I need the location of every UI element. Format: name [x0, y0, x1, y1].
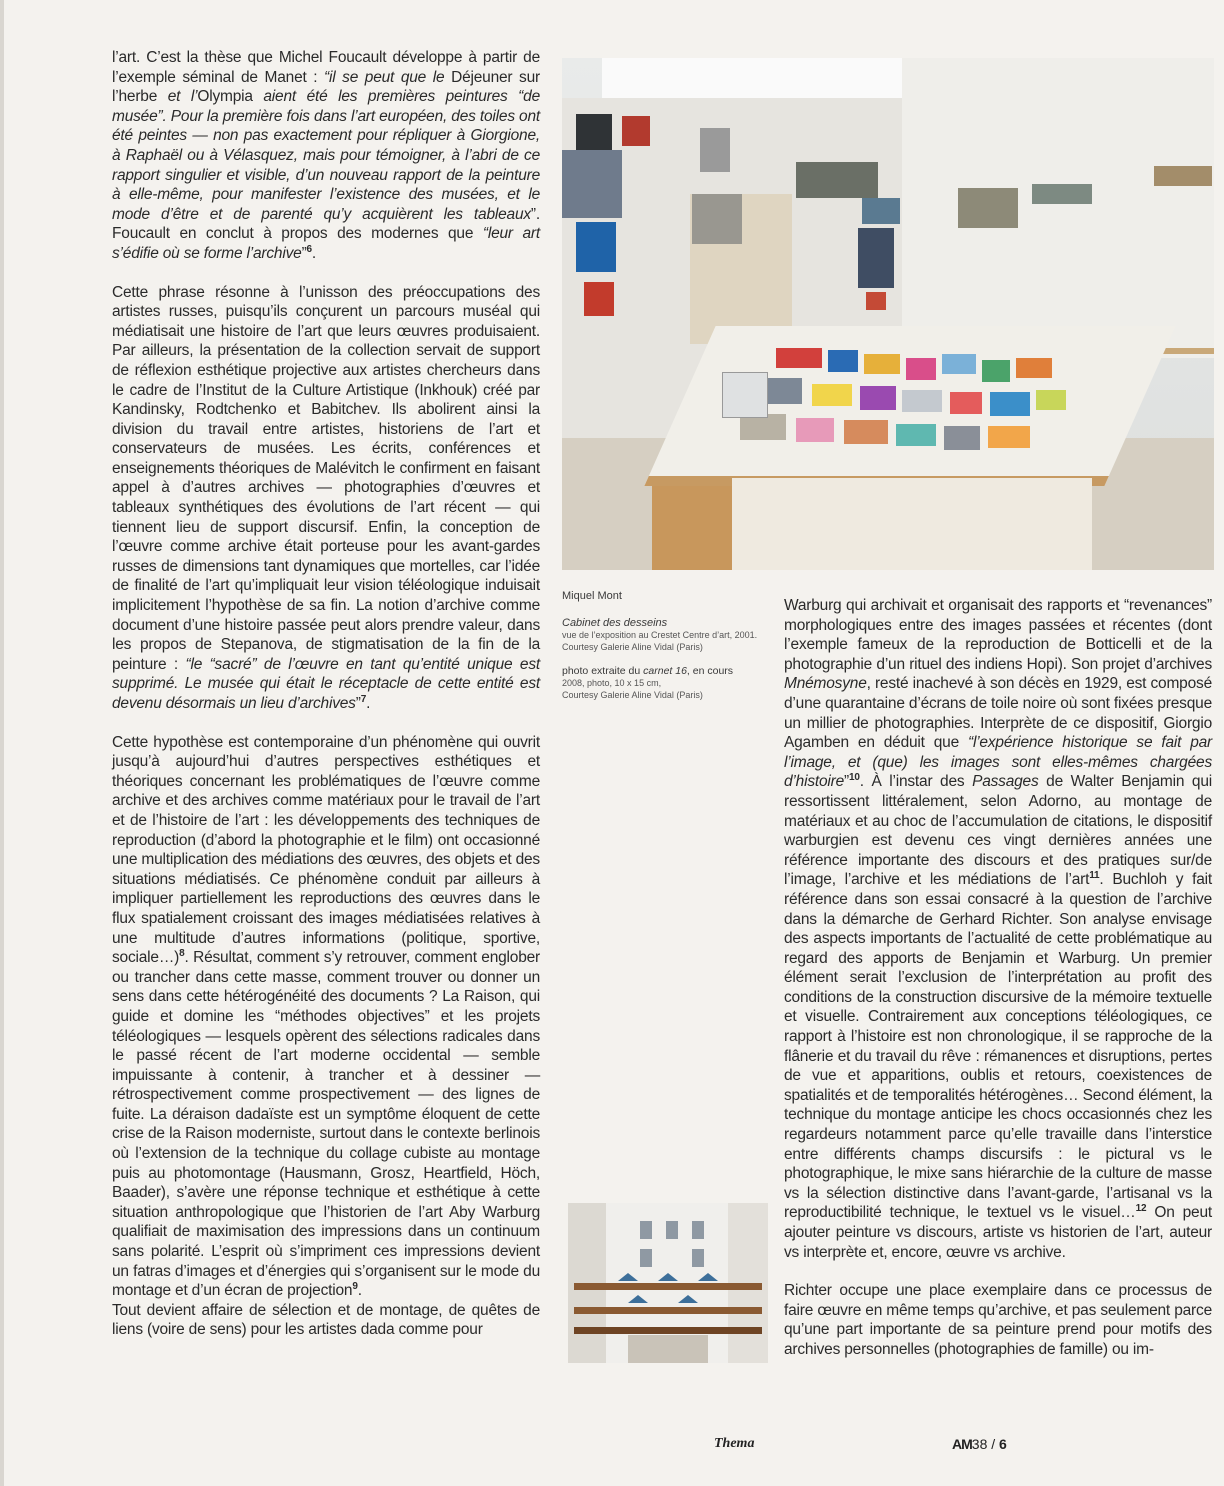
page-number: AM38 / 6 — [952, 1436, 1007, 1452]
footnote-ref-8: 8 — [179, 947, 185, 959]
caption-photo-title: photo extraite du carnet 16, en cours — [562, 665, 734, 677]
right-text-column — [784, 596, 1212, 1360]
footnote-ref-12: 12 — [1135, 1203, 1147, 1215]
caption-courtesy: Courtesy Galerie Aline Vidal (Paris) — [562, 641, 703, 652]
paragraph-reproduction: Cette hypothèse est contemporaine d’un phénomène qui ouvrit jusqu’à aujourd’hui d’autres perspectives esthétiques et théoriques concernant les problématiques de l’œuvre comme archive et des archives comme matériaux pour le travail de l’art et de l’histoire de l’art : les développements des techniques de reproduction (d’abord la photographie et le film) ont occasionné une multiplication des médiations des œuvres, des objets et des situations médiatisés. Ce phénomène conduit par ailleurs à impliquer partiellement les reproductions des œuvres dans le flux spatialement croissant des images médiatisées relatives à une multitude d’autres informations (politique, sportive, sociale…)$^8$. Résultat, comment s’y retrouver, comment englober ou trancher dans cette masse, comment trouver ou donner un sens dans cette hétérogénéité des documents ? La Raison, qui guide et domine les “méthodes objectives” et les projets téléologiques — lesquels opèrent des sélections radicales dans le passé récent de l’art moderne occidental — semble impuissante à contenir, à trancher et à dessiner — rétrospectivement comme prospectivement — des lignes de fuite. La déraison dadaïste est un symptôme éloquent de cette crise de la Raison moderniste, surtout dans le contexte berlinois où l’extension de la technique du collage cubiste au montage puis au photomontage (Hausmann, Grosz, Heartfield, Höch, Baader), s’avère une réponse technique et esthétique à cette situation anthropologique que l’historien de l’art Aby Warburg qualifiait de maximisation des impressions dans un continuum sans polarité. L’esprit où s’impriment ces impressions devient un fatras d’images et d’énergies qui s’organisent sur le mode du montage et d’un écran de projection$^9$. — [112, 733, 540, 1300]
page-edge — [0, 0, 4, 1486]
footnote-ref-6: 6 — [306, 243, 312, 255]
magazine-logo: AM — [952, 1436, 972, 1452]
photo-caption — [562, 590, 762, 701]
paragraph-dada: Tout devient affaire de sélection et de montage, de quêtes de liens (voire de sens) pour les artistes dada comme pour — [112, 1301, 540, 1339]
left-text-column — [112, 48, 540, 1340]
caption-photo-courtesy: Courtesy Galerie Aline Vidal (Paris) — [562, 689, 703, 700]
paragraph-russian-artists: Cette phrase résonne à l’unisson des préoccupations des artistes russes, puisqu’ils conçurent un parcours muséal qui médiatisait une histoire de l’art que leurs œuvres produisaient. Par ailleurs, la présentation de la collection servait de support de réflexion esthétique projective aux artistes chercheurs dans le cadre de l’Institut de la Culture Artistique (Inkhouk) créé par Kandinsky, Rodtchenko et Babitchev. Ils abolirent ainsi la division du travail entre artistes, historiens de l’art et conservateurs de musées. Les écrits, conférences et enseignements théoriques de Malévitch le confirment en faisant appel à d’autres archives — photographies d’œuvres et tableaux synthétiques des évolutions de l’art récent — qui tiennent lieu de support discursif. Enfin, la conception de l’œuvre comme archive était porteuse pour les avant-gardes russes de dimensions tant dynamiques que mortelles, car l’idée de finalité de l’art qu’impliquait leur vision téléologique induisait implicitement l’hypothèse de sa fin. La notion d’archive comme document d’une histoire passée peut alors prendre valeur, dans les propos de Stepanova, de stigmatisation de la fin de la peinture : “le “sacré” de l’œuvre en tant qu’entité unique est supprimé. Le musée qui était le réceptacle de cette entité est devenu désormais un lieu d’archives”$^7$. — [112, 283, 541, 712]
paragraph-richter: Richter occupe une place exemplaire dans ce processus de faire œuvre en même temps qu’archive, et pas seulement parce qu’une part importante de sa peinture prend pour motifs des archives personnelles (photographies de famille) ou im- — [784, 1282, 1212, 1358]
caption-artist: Miquel Mont — [562, 590, 622, 602]
notebook-photo — [568, 1203, 768, 1363]
footnote-ref-10: 10 — [849, 772, 860, 784]
footnote-ref-11: 11 — [1089, 870, 1100, 882]
paragraph-warburg: Warburg qui archivait et organisait des rapports et “revenances” morphologiques entre des images passées et récentes (dont l’exemple fameux de la reproduction de Botticelli et de la photographie d’un rituel des indiens Hopi). Son projet d’archives Mnémosyne, resté inachevé à son décès en 1929, est composé d’une quarantaine d’écrans de toile noire où sont fixées presque un millier de photographies. Interprète de ce dispositif, Giorgio Agamben en déduit que “l’expérience historique se fait par l’image, et (que) les images sont elles-mêmes chargées d’histoire”$^{10}$. À l’instar des Passages de Walter Benjamin qui ressortissent littéralement, selon Adorno, au montage de matériaux et au choc de l’accumulation de citations, le dispositif warburgien est devenu ces vingt dernières années une référence importante des discours et des pratiques sur/de l’image, l’archive et les médiations de l’art$^{11}$. Buchloh y fait référence dans son essai consacré à la question de l’archive dans la démarche de Gerhard Richter. Son analyse envisage des aspects importants de l’actualité de cette problématique au regard des apports de Benjamin et Warburg. Un premier élément serait l’exclusion de l’interprétation au profit des conditions de la construction discursive de la mémoire textuelle et visuelle. Contrairement aux conceptions téléologiques, ce rapport à l’histoire est non chronologique, il se rapproche de la flânerie et du travail du rêve : rémanences et disruptions, pertes de vue et apparitions, oublis et retours, coexistences de spatialités et de temporalités hétérogènes… Second élément, la technique du montage anticipe les chocs occasionnés chez les regardeurs notamment parce qu’elle travaille dans l’interstice entre différents champs discursifs : le pictural vs le photographique, le mixe sans hiérarchie de la culture de masse vs la sélection distinctive dans l’avant-garde, l’artisanal vs la reproductibilité technique, le textuel vs le visuel…$^{12}$ On peut ajouter peinture vs discours, artiste vs historien de l’art, auteur vs interprète et, encore, œuvre vs archive. — [784, 597, 1213, 1261]
caption-venue: vue de l’exposition au Crestet Centre d’art, 2001. — [562, 630, 758, 640]
caption-title: Cabinet des desseins — [562, 617, 668, 629]
paragraph-foucault: l’art. C’est la thèse que Michel Foucault développe à partir de l’exemple séminal de Manet : “il se peut que le Déjeuner sur l’herbe et l’Olympia aient été les premières peintures “de musée”. Pour la première fois dans l’art européen, des toiles ont été peintes — non pas exactement pour répliquer à Giorgione, à Raphaël ou à Vélasquez, mais pour témoigner, à l’abri de ce rapport singulier et visible, d’un nouveau rapport de la peinture à elle-même, pour manifester l’existence des musées, et le mode d’être et de parenté qu’y acquièrent les tableaux”. Foucault en conclut à propos des modernes que “leur art s’édifie où se forme l’archive”$^6$. — [112, 49, 540, 262]
footnote-ref-7: 7 — [360, 693, 367, 705]
caption-photo-details: 2008, photo, 10 x 15 cm, — [562, 678, 662, 688]
exhibition-photo — [562, 58, 1214, 570]
footnote-ref-9: 9 — [352, 1281, 358, 1293]
section-label: Thema — [714, 1436, 755, 1451]
